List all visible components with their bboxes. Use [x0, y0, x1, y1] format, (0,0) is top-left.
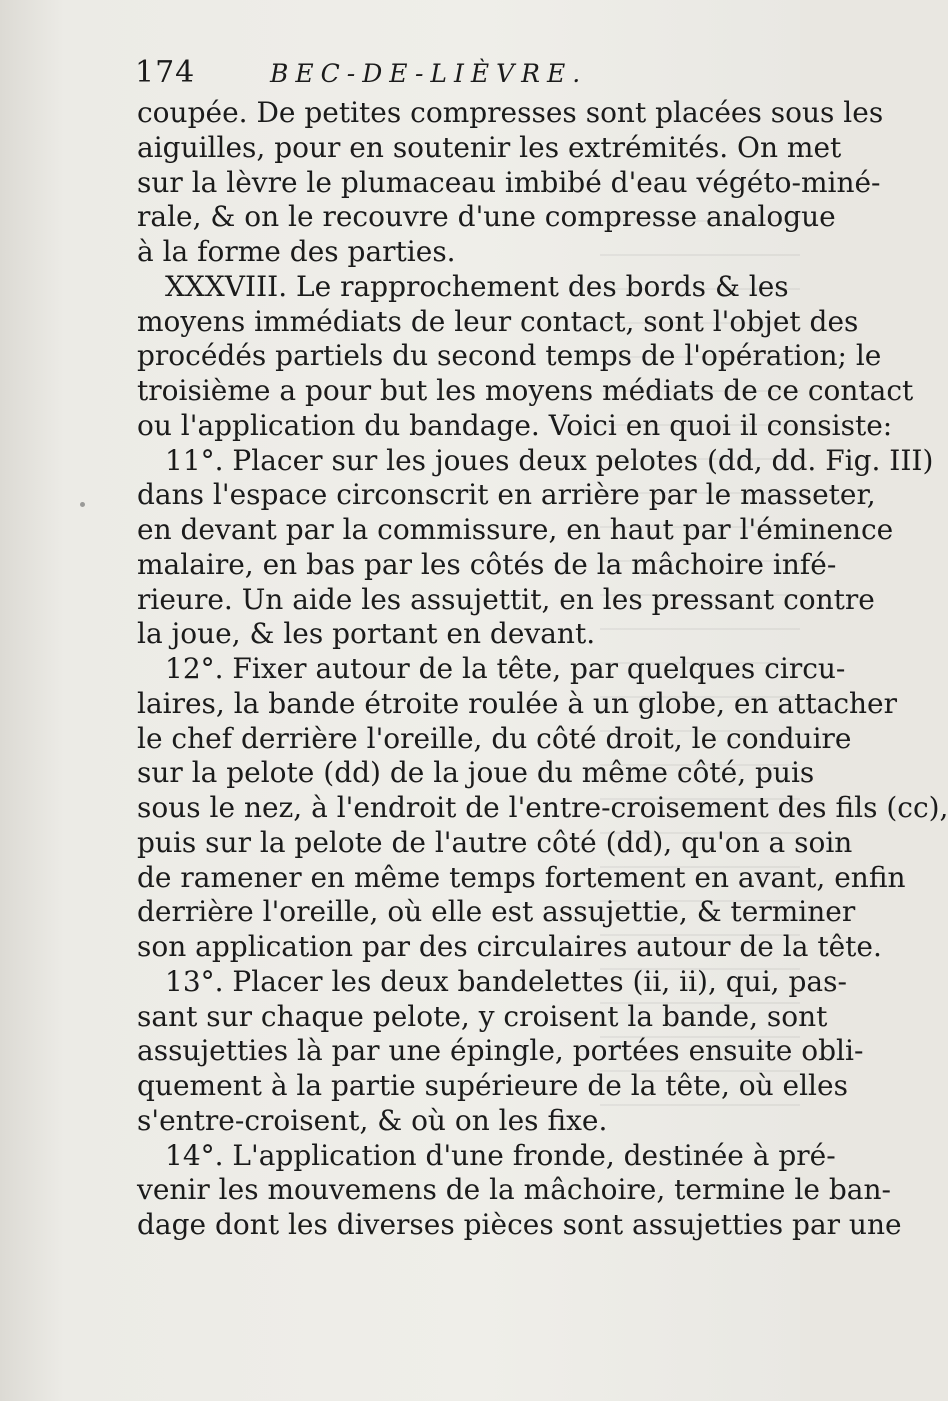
- running-head: BEC-DE-LIÈVRE.: [270, 59, 588, 88]
- text-line: moyens immédiats de leur contact, sont l'objet des: [137, 304, 859, 338]
- text-line: sous le nez, à l'endroit de l'entre-croisement des fils (cc),: [137, 791, 948, 824]
- text-line: sur la lèvre le plumaceau imbibé d'eau végéto-miné-: [137, 165, 881, 199]
- paper-speck: [80, 502, 85, 507]
- text-line: procédés partiels du second temps de l'opération; le: [137, 339, 882, 373]
- text-line: ou l'application du bandage. Voici en quoi il consiste:: [137, 408, 893, 442]
- text-line: sant sur chaque pelote, y croisent la bande, sont: [137, 999, 828, 1033]
- text-line: le chef derrière l'oreille, du côté droit, le conduire: [137, 721, 852, 755]
- text-line: 14°. L'application d'une fronde, destinée à pré-: [165, 1138, 836, 1172]
- page-header: [135, 50, 775, 94]
- text-line: dage dont les diverses pièces sont assujetties par une: [137, 1208, 902, 1241]
- text-line: puis sur la pelote de l'autre côté (dd), qu'on a soin: [137, 825, 853, 859]
- text-line: 12°. Fixer autour de la tête, par quelques circu-: [165, 652, 846, 685]
- text-line: quement à la partie supérieure de la tête, où elles: [137, 1069, 848, 1102]
- text-line: malaire, en bas par les côtés de la mâchoire infé-: [137, 547, 837, 581]
- text-line: s'entre-croisent, & où on les fixe.: [137, 1103, 608, 1137]
- text-line: 11°. Placer sur les joues deux pelotes (dd, dd. Fig. III): [165, 443, 934, 477]
- text-line: laires, la bande étroite roulée à un globe, en attacher: [137, 686, 897, 720]
- text-line: assujetties là par une épingle, portées ensuite obli-: [137, 1034, 864, 1068]
- text-line: son application par des circulaires autour de la tête.: [137, 930, 882, 963]
- text-line: la joue, & les portant en devant.: [137, 617, 596, 651]
- text-line: à la forme des parties.: [137, 235, 456, 268]
- text-line: rale, & on le recouvre d'une compresse analogue: [137, 200, 836, 234]
- text-line: sur la pelote (dd) de la joue du même côté, puis: [137, 756, 815, 790]
- text-line: XXXVIII. Le rapprochement des bords & les: [165, 269, 789, 303]
- text-line: 13°. Placer les deux bandelettes (ii, ii), qui, pas-: [165, 964, 847, 998]
- text-line: dans l'espace circonscrit en arrière par le masseter,: [137, 478, 876, 512]
- text-line: troisième a pour but les moyens médiats de ce contact: [137, 374, 914, 407]
- text-line: aiguilles, pour en soutenir les extrémités. On met: [137, 130, 842, 164]
- body-text: [137, 96, 948, 1243]
- text-line: de ramener en même temps fortement en avant, enfin: [137, 860, 906, 894]
- text-line: coupée. De petites compresses sont placées sous les: [137, 96, 884, 129]
- text-line: rieure. Un aide les assujettit, en les pressant contre: [137, 582, 875, 616]
- text-line: derrière l'oreille, où elle est assujettie, & terminer: [137, 895, 856, 929]
- page-number: 174: [135, 55, 196, 90]
- text-line: venir les mouvemens de la mâchoire, termine le ban-: [137, 1173, 891, 1207]
- text-line: en devant par la commissure, en haut par l'éminence: [137, 513, 894, 546]
